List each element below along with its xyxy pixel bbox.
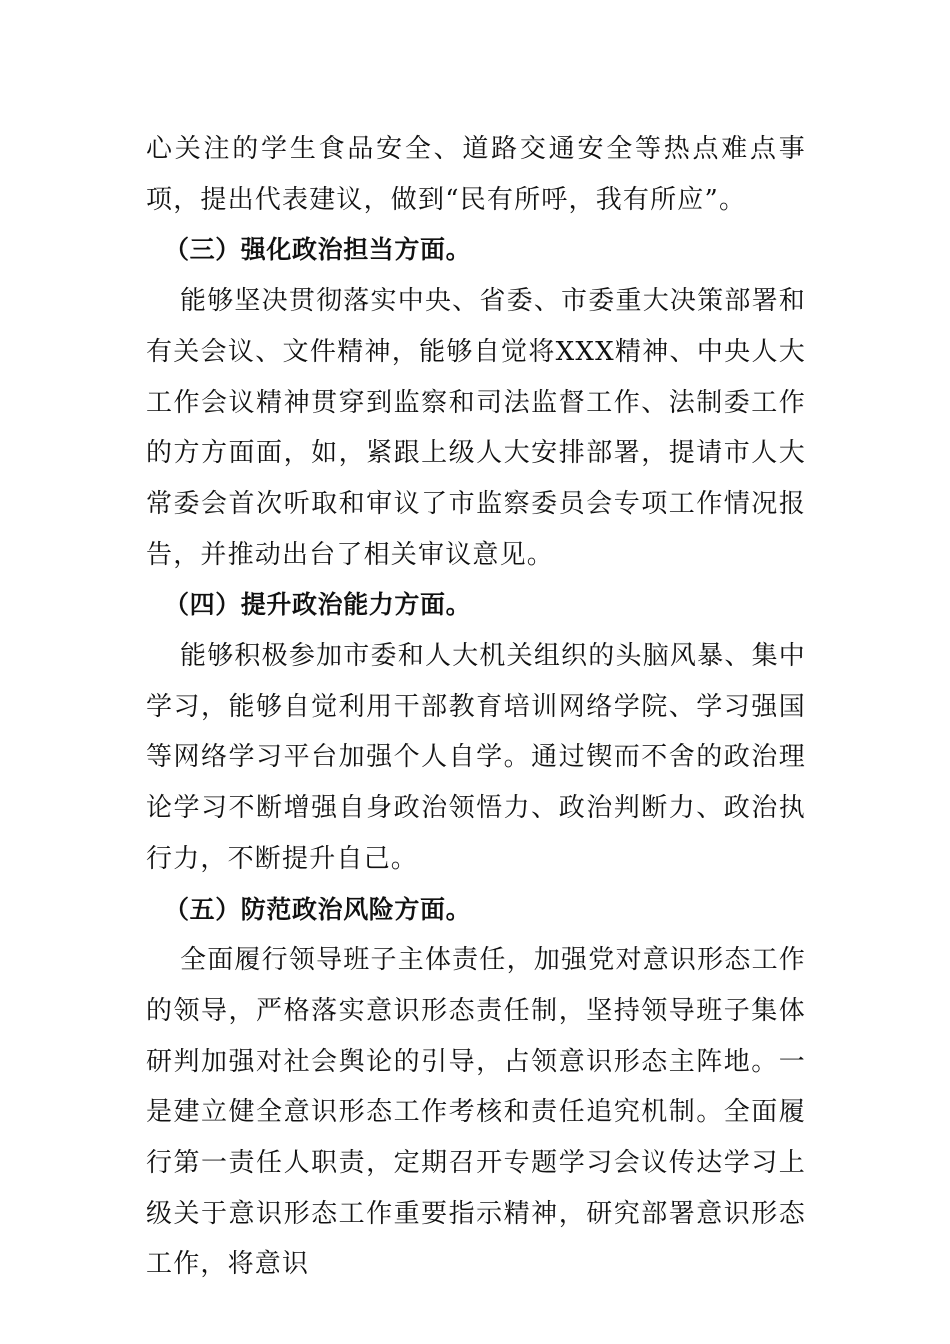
paragraph-section-3: 能够坚决贯彻落实中央、省委、市委重大决策部署和有关会议、文件精神，能够自觉将XXX精神、中央人大工作会议精神贯穿到监察和司法监督工作、法制委工作的方方面面，如，紧跟上级人大安排部署，提请市人大常委会首次听取和审议了市监察委员会专项工作情况报告，并推动出台了相关审议意见。 bbox=[146, 286, 806, 570]
paragraph-section-5: 全面履行领导班子主体责任，加强党对意识形态工作的领导，严格落实意识形态责任制，坚持领导班子集体研判加强对社会舆论的引导，占领意识形态主阵地。一是建立健全意识形态工作考核和责任追究机制。全面履行第一责任人职责，定期召开专题学习会议传达学习上级关于意识形态工作重要指示精神，研究部署意识形态工作，将意识 bbox=[146, 945, 806, 1280]
paragraph-section-4: 能够积极参加市委和人大机关组织的头脑风暴、集中学习，能够自觉利用干部教育培训网络学院、学习强国等网络学习平台加强个人自学。通过锲而不舍的政治理论学习不断增强自身政治领悟力、政治判断力、政治执行力，不断提升自己。 bbox=[146, 641, 806, 874]
paragraph-continuation: 心关注的学生食品安全、道路交通安全等热点难点事项，提出代表建议，做到“民有所呼，我有所应”。 bbox=[146, 134, 806, 215]
section-heading-3: （三）强化政治担当方面。 bbox=[164, 235, 472, 265]
section-heading-5: （五）防范政治风险方面。 bbox=[164, 894, 472, 924]
section-heading-4: （四）提升政治能力方面。 bbox=[164, 590, 472, 620]
document-body bbox=[146, 124, 806, 1290]
